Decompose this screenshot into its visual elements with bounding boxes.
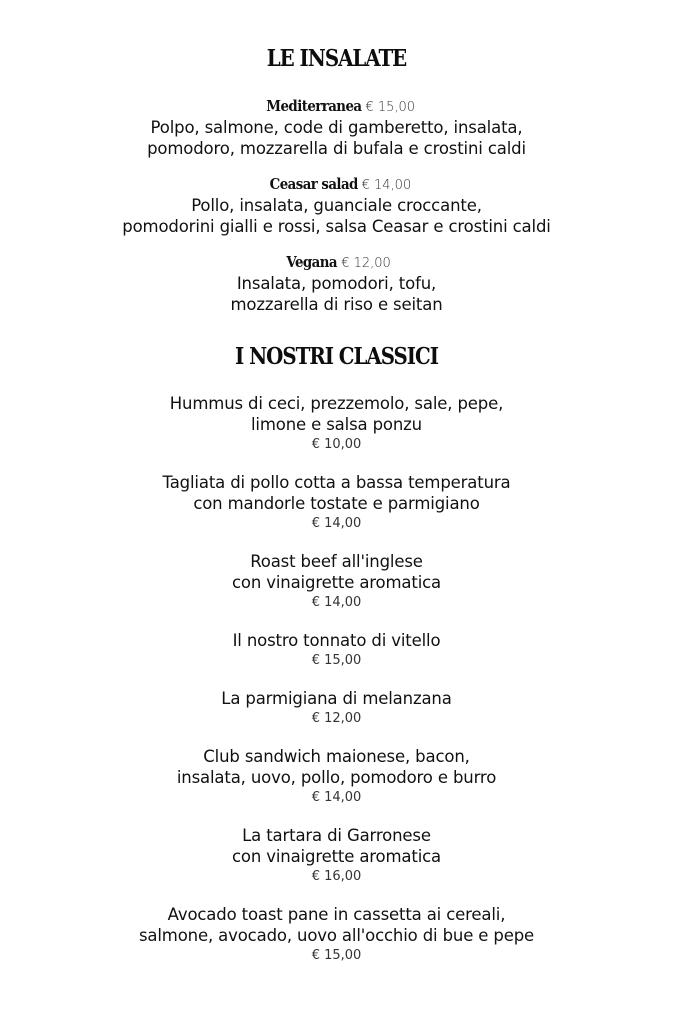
menu-item-description-line: insalata, uovo, pollo, pomodoro e burro: [176, 768, 497, 787]
menu-item-header: [0, 97, 673, 117]
menu-item-tagliata: [0, 472, 673, 534]
menu-item-parmigiana: [0, 688, 673, 729]
menu-item-description-line: con mandorle tostate e parmigiano: [193, 494, 480, 513]
menu-item-ceasar-salad: [0, 175, 673, 237]
menu-item-description-line: limone e salsa ponzu: [251, 415, 422, 434]
menu-item-description-line: mozzarella di riso e seitan: [230, 295, 443, 314]
menu-item-price: € 14,00: [311, 790, 362, 805]
menu-item-mediterranea: [0, 97, 673, 159]
menu-item-description-line: con vinaigrette aromatica: [231, 847, 442, 866]
menu-item-name: Mediterranea: [266, 98, 362, 115]
menu-item-price: € 12,00: [311, 711, 362, 726]
menu-item-description-line: La tartara di Garronese: [242, 826, 431, 845]
menu-item-price: € 16,00: [311, 869, 362, 884]
menu-item-description-line: Pollo, insalata, guanciale croccante,: [191, 196, 482, 215]
menu-item-price: € 10,00: [311, 437, 362, 452]
menu-item-vegana: [0, 253, 673, 315]
menu-item-description-line: Roast beef all'inglese: [250, 552, 423, 571]
menu-item-description-line: Tagliata di pollo cotta a bassa temperatura: [162, 473, 511, 492]
menu-item-description-line: pomodoro, mozzarella di bufala e crostini caldi: [147, 139, 526, 158]
menu-item-description-line: Hummus di ceci, prezzemolo, sale, pepe,: [169, 394, 504, 413]
menu-item-description-line: Polpo, salmone, code di gamberetto, insalata,: [150, 118, 523, 137]
classics-list: [0, 393, 673, 966]
menu-item-price: € 15,00: [365, 100, 416, 115]
menu-item-description-line: salmone, avocado, uovo all'occhio di bue e pepe: [138, 926, 535, 945]
menu-item-name: Ceasar salad: [269, 176, 358, 193]
menu-item-name: Vegana: [286, 254, 338, 271]
menu-item-price: € 12,00: [341, 256, 391, 271]
menu-item-hummus: [0, 393, 673, 455]
menu-item-description-line: La parmigiana di melanzana: [221, 689, 452, 708]
menu-item-roast-beef: [0, 551, 673, 613]
menu-item-price: € 15,00: [311, 653, 362, 668]
menu-item-price: € 14,00: [311, 595, 362, 610]
section-title-insalate: LE INSALATE: [266, 45, 407, 72]
menu-item-avocado-toast: [0, 904, 673, 966]
menu-item-price: € 14,00: [311, 516, 362, 531]
menu-item-description-line: Insalata, pomodori, tofu,: [236, 274, 437, 293]
menu-item-header: [0, 253, 673, 273]
menu-item-tonnato: [0, 630, 673, 671]
menu-item-price: € 15,00: [311, 948, 362, 963]
menu-item-price: € 14,00: [361, 178, 412, 193]
menu-item-header: [0, 175, 673, 195]
menu-item-description-line: Il nostro tonnato di vitello: [232, 631, 441, 650]
menu-item-description-line: con vinaigrette aromatica: [231, 573, 442, 592]
menu-item-description-line: pomodorini gialli e rossi, salsa Ceasar e crostini caldi: [122, 217, 551, 236]
menu-item-club-sandwich: [0, 746, 673, 808]
salads-list: [0, 97, 673, 315]
menu-item-description-line: Club sandwich maionese, bacon,: [203, 747, 470, 766]
section-title-classici: I NOSTRI CLASSICI: [235, 343, 438, 370]
menu-item-tartara: [0, 825, 673, 887]
menu-item-description-line: Avocado toast pane in cassetta ai cereali,: [167, 905, 506, 924]
